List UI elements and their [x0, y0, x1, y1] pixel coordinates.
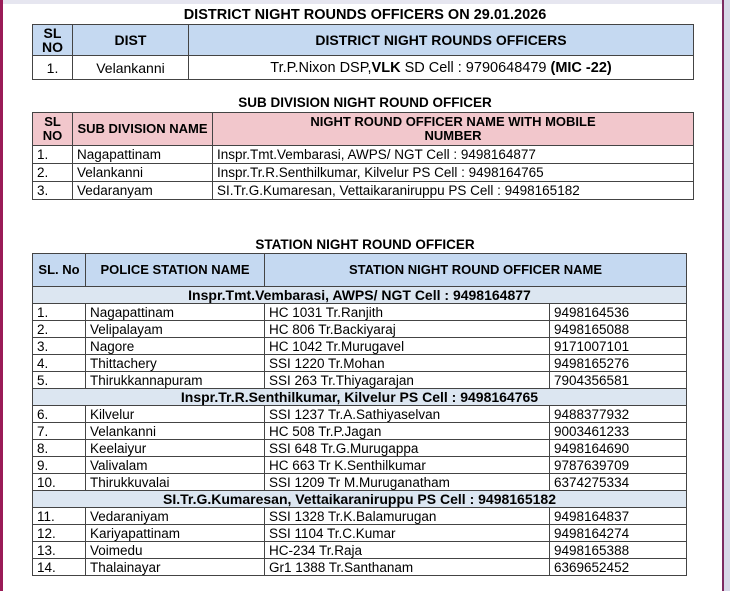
table-row: [33, 406, 687, 423]
cell-station: Nagapattinam: [86, 304, 265, 321]
cell-sl: 6.: [33, 406, 86, 423]
cell-officer: HC 806 Tr.Backiyaraj: [265, 321, 550, 338]
cell-sl: 8.: [33, 440, 86, 457]
table-row: [33, 457, 687, 474]
cell-sl: 2.: [33, 164, 73, 182]
table-row: [33, 474, 687, 491]
station-table: [32, 253, 687, 576]
col-header-officer: STATION NIGHT ROUND OFFICER NAME: [265, 254, 687, 287]
cell-officer: SSI 648 Tr.G.Murugappa: [265, 440, 550, 457]
table-row: [33, 508, 687, 525]
cell-officer: Inspr.Tr.R.Senthilkumar, Kilvelur PS Cell : 9498164765: [213, 164, 694, 182]
cell-sl: 5.: [33, 372, 86, 389]
cell-sl: 3.: [33, 182, 73, 200]
table-header-row: [33, 25, 694, 56]
table-header-row: [33, 113, 694, 146]
cell-sl: 13.: [33, 542, 86, 559]
cell-officer: [189, 56, 694, 80]
table-row: [33, 440, 687, 457]
cell-sl: 1.: [33, 146, 73, 164]
col-header-sl: SL NO: [33, 113, 73, 146]
group-header: Inspr.Tr.R.Senthilkumar, Kilvelur PS Cell : 9498164765: [33, 389, 687, 406]
cell-phone: 9498164690: [550, 440, 687, 457]
subdivision-table: [32, 112, 694, 200]
cell-phone: 7904356581: [550, 372, 687, 389]
cell-sl: 2.: [33, 321, 86, 338]
cell-station: Thirukkannapuram: [86, 372, 265, 389]
district-officers-table: [32, 24, 694, 80]
table-row: [33, 164, 694, 182]
cell-sl: 4.: [33, 355, 86, 372]
cell-sl: 10.: [33, 474, 86, 491]
cell-sl: 12.: [33, 525, 86, 542]
subdivision-title: SUB DIVISION NIGHT ROUND OFFICER: [238, 95, 492, 110]
cell-sl: 7.: [33, 423, 86, 440]
table-row: [33, 372, 687, 389]
table-row: [33, 321, 687, 338]
cell-station: Kariyapattinam: [86, 525, 265, 542]
group-header-row: [33, 389, 687, 406]
col-header-officer: NIGHT ROUND OFFICER NAME WITH MOBILE NUMBER: [213, 113, 694, 146]
cell-phone: 6369652452: [550, 559, 687, 576]
table-row: [33, 542, 687, 559]
left-border: [0, 0, 3, 591]
cell-sl: 11.: [33, 508, 86, 525]
table-header-row: [33, 254, 687, 287]
cell-phone: 9003461233: [550, 423, 687, 440]
cell-officer: SSI 1237 Tr.A.Sathiyaselvan: [265, 406, 550, 423]
cell-officer: HC 1042 Tr.Murugavel: [265, 338, 550, 355]
group-header-row: [33, 287, 687, 304]
group-header: Inspr.Tmt.Vembarasi, AWPS/ NGT Cell : 9498164877: [33, 287, 687, 304]
cell-phone: 9498164837: [550, 508, 687, 525]
group-header-row: [33, 491, 687, 508]
cell-station: Velankanni: [86, 423, 265, 440]
table-row: [33, 304, 687, 321]
cell-station: Valivalam: [86, 457, 265, 474]
cell-phone: 6374275334: [550, 474, 687, 491]
cell-officer: Gr1 1388 Tr.Santhanam: [265, 559, 550, 576]
cell-station: Kilvelur: [86, 406, 265, 423]
officer-tag: (MIC -22): [550, 59, 612, 76]
station-title: STATION NIGHT ROUND OFFICER: [255, 237, 475, 252]
table-row: [33, 338, 687, 355]
page-title: DISTRICT NIGHT ROUNDS OFFICERS ON 29.01.2026: [183, 7, 547, 23]
cell-phone: 9498164274: [550, 525, 687, 542]
top-border: [0, 0, 730, 4]
cell-officer: Inspr.Tmt.Vembarasi, AWPS/ NGT Cell : 9498164877: [213, 146, 694, 164]
officer-unit: VLK: [371, 59, 401, 76]
cell-officer: SSI 1220 Tr.Mohan: [265, 355, 550, 372]
col-header-sl: SL NO: [33, 25, 73, 56]
cell-phone: 9787639709: [550, 457, 687, 474]
cell-phone: 9498165388: [550, 542, 687, 559]
cell-sl: 1.: [33, 56, 73, 80]
cell-officer: SSI 1104 Tr.C.Kumar: [265, 525, 550, 542]
cell-phone: 9498165088: [550, 321, 687, 338]
cell-sl: 3.: [33, 338, 86, 355]
table-row: [33, 525, 687, 542]
col-header-sl: SL. No: [33, 254, 86, 287]
right-border: [722, 0, 730, 591]
col-header-subdivision: SUB DIVISION NAME: [73, 113, 213, 146]
table-row: [33, 559, 687, 576]
cell-station: Thirukkuvalai: [86, 474, 265, 491]
cell-station: Thalainayar: [86, 559, 265, 576]
cell-phone: 9498165276: [550, 355, 687, 372]
cell-station: Thittachery: [86, 355, 265, 372]
cell-station: Velipalayam: [86, 321, 265, 338]
cell-sl: 14.: [33, 559, 86, 576]
col-header-dist: DIST: [73, 25, 189, 56]
table-row: [33, 355, 687, 372]
cell-station: Voimedu: [86, 542, 265, 559]
cell-sl: 1.: [33, 304, 86, 321]
cell-officer: SSI 1209 Tr M.Muruganatham: [265, 474, 550, 491]
cell-phone: 9171007101: [550, 338, 687, 355]
col-header-station: POLICE STATION NAME: [86, 254, 265, 287]
officer-cell: SD Cell : 9790648479: [400, 59, 551, 76]
table-row: [33, 56, 694, 80]
cell-dist: Velankanni: [73, 56, 189, 80]
officer-name: Tr.P.Nixon DSP,: [270, 59, 372, 76]
cell-officer: HC 508 Tr.P.Jagan: [265, 423, 550, 440]
cell-officer: HC 663 Tr K.Senthilkumar: [265, 457, 550, 474]
cell-phone: 9498164536: [550, 304, 687, 321]
cell-officer: SI.Tr.G.Kumaresan, Vettaikaraniruppu PS Cell : 9498165182: [213, 182, 694, 200]
cell-sl: 9.: [33, 457, 86, 474]
cell-officer: SSI 1328 Tr.K.Balamurugan: [265, 508, 550, 525]
group-header: SI.Tr.G.Kumaresan, Vettaikaraniruppu PS Cell : 9498165182: [33, 491, 687, 508]
table-row: [33, 423, 687, 440]
table-row: [33, 182, 694, 200]
cell-station: Nagore: [86, 338, 265, 355]
cell-officer: HC-234 Tr.Raja: [265, 542, 550, 559]
cell-phone: 9488377932: [550, 406, 687, 423]
table-row: [33, 146, 694, 164]
cell-station: Vedaraniyam: [86, 508, 265, 525]
col-header-officers: DISTRICT NIGHT ROUNDS OFFICERS: [189, 25, 694, 56]
cell-subdivision: Vedaranyam: [73, 182, 213, 200]
cell-subdivision: Velankanni: [73, 164, 213, 182]
cell-officer: HC 1031 Tr.Ranjith: [265, 304, 550, 321]
cell-subdivision: Nagapattinam: [73, 146, 213, 164]
cell-officer: SSI 263 Tr.Thiyagarajan: [265, 372, 550, 389]
cell-station: Keelaiyur: [86, 440, 265, 457]
